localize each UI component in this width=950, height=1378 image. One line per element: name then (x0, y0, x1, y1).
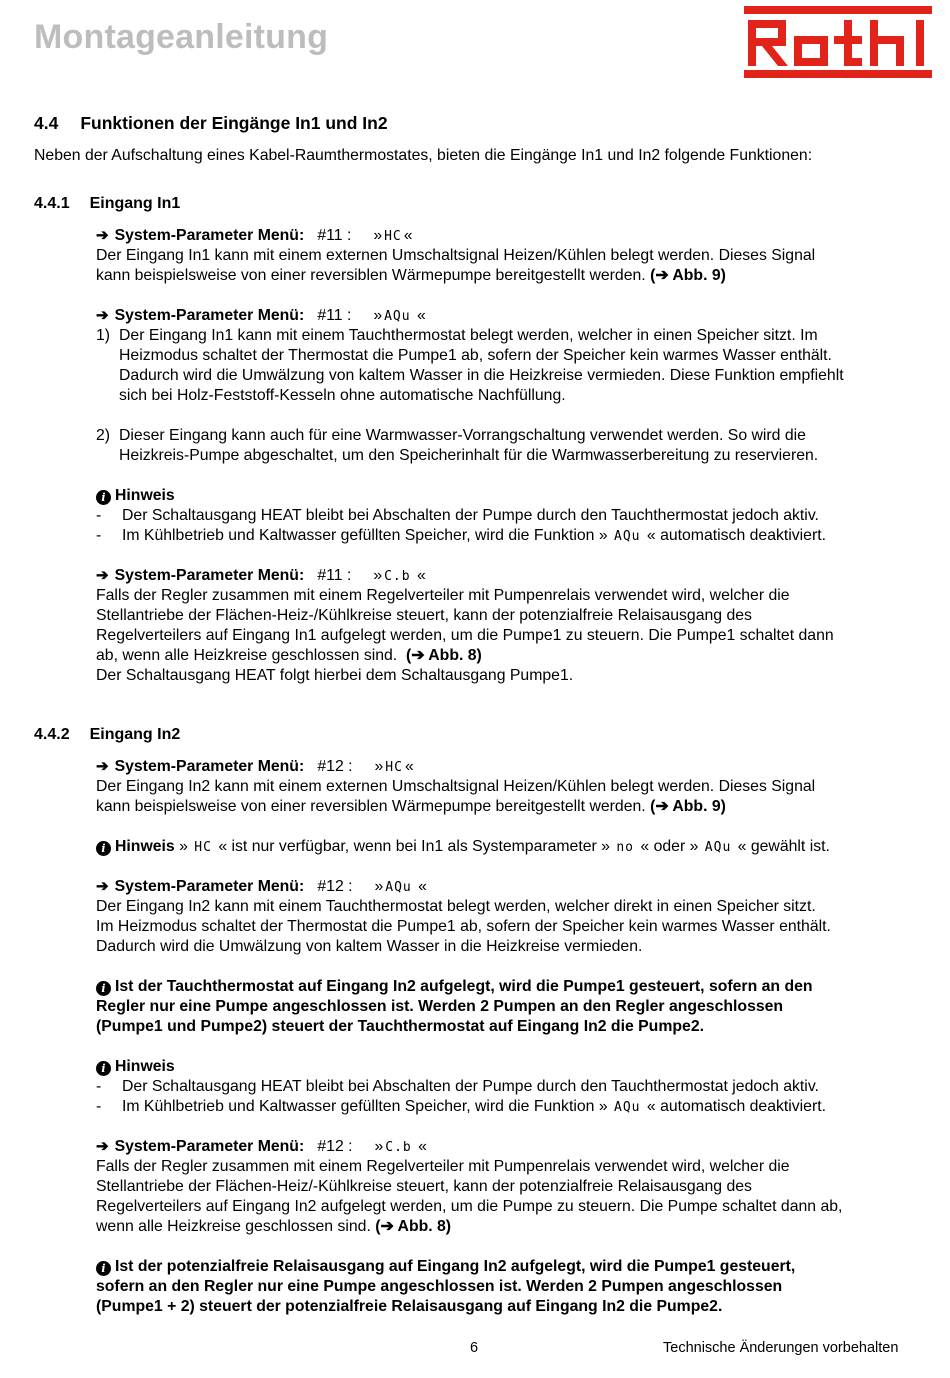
section-number: 4.4.2 (34, 726, 70, 743)
arrow-right-icon: ➔ (96, 307, 109, 324)
roth-logo-graphic (744, 6, 932, 78)
note-heading: i Hinweis (96, 486, 175, 506)
list-item-2: 2) Dieser Eingang kann auch für eine Warmwasser-Vorrangschaltung verwendet werden. So wird die (96, 427, 806, 444)
bold-note-line: i Ist der potenzialfreie Relaisausgang auf Eingang In2 aufgelegt, wird die Pumpe1 gesteuert, (96, 1257, 795, 1277)
arrow-right-icon: ➔ (96, 227, 109, 244)
note-item: - Im Kühlbetrieb und Kaltwasser gefüllten Speicher, wird die Funktion » AQu « automatisch deaktiviert. (96, 1098, 827, 1115)
menu-line-in2-aqu: ➔ System-Parameter Menü: #12 : » AQu « (96, 878, 427, 895)
info-icon: i (96, 1061, 111, 1076)
paragraph-line: Falls der Regler zusammen mit einem Regelverteiler mit Pumpenrelais verwendet wird, welcher die (96, 587, 790, 604)
lcd-code: HC (194, 840, 212, 855)
paragraph-line: ab, wenn alle Heizkreise geschlossen sind. (➔ Abb. 8) (96, 647, 482, 664)
document-title: Montageanleitung (34, 18, 329, 56)
note-item: - Der Schaltausgang HEAT bleibt bei Abschalten der Pumpe durch den Tauchthermostat jedoch aktiv. (96, 1078, 819, 1095)
paragraph-line: Stellantriebe der Flächen-Heiz-/Kühlkreise steuert, kann der potenzialfreie Relaisausgang des (96, 607, 752, 624)
paragraph-line: Regelverteilers auf Eingang In2 aufgelegt werden, um die Pumpe zu steuern. Die Pumpe schaltet dann ab, (96, 1198, 843, 1215)
info-icon: i (96, 981, 111, 996)
paragraph-line: wenn alle Heizkreise geschlossen sind. (➔ Abb. 8) (96, 1218, 452, 1235)
lcd-code: C.b (384, 569, 411, 584)
info-icon: i (96, 841, 111, 856)
paragraph-line: Dadurch wird die Umwälzung von kaltem Wasser in die Heizkreise vermieden. (96, 938, 643, 955)
intro-paragraph: Neben der Aufschaltung eines Kabel-Raumthermostates, bieten die Eingänge In1 und In2 folgende Funktionen: (34, 147, 813, 164)
menu-line-in1-aqu: ➔ System-Parameter Menü: #11 : » AQu « (96, 307, 426, 324)
arrow-right-icon: ➔ (96, 758, 109, 775)
lcd-code: HC (384, 229, 402, 244)
menu-line-in2-hc: ➔ System-Parameter Menü: #12 : » HC « (96, 758, 414, 775)
paragraph-line: Der Schaltausgang HEAT folgt hierbei dem Schaltausgang Pumpe1. (96, 667, 574, 684)
section-heading-4-4-2 (34, 726, 180, 744)
arrow-right-icon: ➔ (96, 567, 109, 584)
paragraph-line: Dadurch wird die Umwälzung von kaltem Wasser in die Heizkreise vermieden. Diese Funktion empfiehlt (119, 367, 844, 384)
paragraph-line: Der Eingang In1 kann mit einem externen Umschaltsignal Heizen/Kühlen belegt werden. Dieses Signal (96, 247, 816, 264)
paragraph-line: Der Eingang In2 kann mit einem externen Umschaltsignal Heizen/Kühlen belegt werden. Dieses Signal (96, 778, 816, 795)
info-icon: i (96, 1261, 111, 1276)
paragraph-line: Heizkreis-Pumpe abgeschaltet, um den Speicherinhalt für die Warmwasserbereitung zu reservieren. (119, 447, 819, 464)
arrow-right-icon: ➔ (96, 1138, 109, 1155)
menu-line-in1-hc: ➔ System-Parameter Menü: #11 : » HC « (96, 227, 413, 244)
lcd-code: AQu (385, 880, 412, 895)
note-item: - Der Schaltausgang HEAT bleibt bei Abschalten der Pumpe durch den Tauchthermostat jedoch aktiv. (96, 507, 819, 524)
figure-reference: (➔ Abb. 9) (650, 798, 726, 815)
lcd-code: C.b (385, 1140, 412, 1155)
note-item: - Im Kühlbetrieb und Kaltwasser gefüllten Speicher, wird die Funktion » AQu « automatisch deaktiviert. (96, 527, 827, 544)
paragraph-line: Der Eingang In2 kann mit einem Tauchthermostat belegt werden, welcher direkt in einen Speicher sitzt. (96, 898, 816, 915)
availability-note: i Hinweis » HC « ist nur verfügbar, wenn bei In1 als Systemparameter » no « oder » AQu « gewählt ist. (96, 837, 830, 858)
lcd-code: AQu (614, 1100, 641, 1115)
figure-reference: (➔ Abb. 8) (405, 647, 482, 664)
menu-line-in1-cb: ➔ System-Parameter Menü: #11 : » C.b « (96, 567, 426, 584)
section-heading-4-4 (34, 113, 388, 134)
arrow-right-icon: ➔ (96, 878, 109, 895)
footer-note: Technische Änderungen vorbehalten (663, 1340, 899, 1356)
lcd-code: no (616, 840, 635, 855)
roth-logo (744, 6, 932, 83)
paragraph-line: Stellantriebe der Flächen-Heiz/-Kühlkreise steuert, kann der potenzialfreie Relaisausgang des (96, 1178, 752, 1195)
info-icon: i (96, 490, 111, 505)
list-item-1: 1) Der Eingang In1 kann mit einem Tauchthermostat belegt werden, welcher in einen Speicher sitzt. Im (96, 327, 818, 344)
bold-note-line: i Ist der Tauchthermostat auf Eingang In2 aufgelegt, wird die Pumpe1 gesteuert, sofern an den (96, 977, 813, 997)
menu-line-in2-cb: ➔ System-Parameter Menü: #12 : » C.b « (96, 1138, 427, 1155)
section-number: 4.4 (34, 113, 59, 133)
bold-note-line: (Pumpe1 + 2) steuert der potenzialfreie Relaisausgang auf Eingang In2 die Pumpe2. (96, 1298, 723, 1315)
lcd-code: AQu (704, 840, 732, 855)
bold-note-line: sofern an den Regler nur eine Pumpe angeschlossen ist. Werden 2 Pumpen angeschlossen (96, 1278, 783, 1295)
figure-reference: (➔ Abb. 8) (375, 1218, 452, 1235)
lcd-code: AQu (384, 309, 411, 324)
paragraph-line: kann beispielsweise von einer reversiblen Wärmepumpe bereitgestellt werden. (➔ Abb. 9) (96, 798, 726, 815)
section-number: 4.4.1 (34, 195, 70, 212)
section-title: Eingang In1 (89, 195, 181, 212)
paragraph-line: sich bei Holz-Feststoff-Kesseln ohne automatische Nachfüllung. (119, 387, 566, 404)
section-heading-4-4-1 (34, 195, 180, 213)
bold-note-line: Regler nur eine Pumpe angeschlossen ist. Werden 2 Pumpen an den Regler angeschlossen (96, 998, 784, 1015)
section-title: Eingang In2 (89, 726, 181, 743)
paragraph-line: kann beispielsweise von einer reversiblen Wärmepumpe bereitgestellt werden. (➔ Abb. 9) (96, 267, 726, 284)
figure-reference: (➔ Abb. 9) (650, 267, 726, 284)
paragraph-line: Heizmodus schaltet der Thermostat die Pumpe1 ab, sofern der Speicher kein warmes Wasser enthält. (119, 347, 832, 364)
bold-note-line: (Pumpe1 und Pumpe2) steuert der Tauchthermostat auf Eingang In2 die Pumpe2. (96, 1018, 704, 1035)
section-title: Funktionen der Eingänge In1 und In2 (80, 113, 388, 133)
page-number: 6 (470, 1340, 479, 1356)
note-heading: i Hinweis (96, 1057, 175, 1077)
paragraph-line: Regelverteilers auf Eingang In1 aufgelegt werden, um die Pumpe1 zu steuern. Die Pumpe1 schaltet dann (96, 627, 834, 644)
lcd-code: AQu (614, 529, 641, 544)
paragraph-line: Falls der Regler zusammen mit einem Regelverteiler mit Pumpenrelais verwendet wird, welcher die (96, 1158, 790, 1175)
paragraph-line: Im Heizmodus schaltet der Thermostat die Pumpe1 ab, sofern der Speicher kein warmes Wasser enthält. (96, 918, 831, 935)
lcd-code: HC (385, 760, 403, 775)
